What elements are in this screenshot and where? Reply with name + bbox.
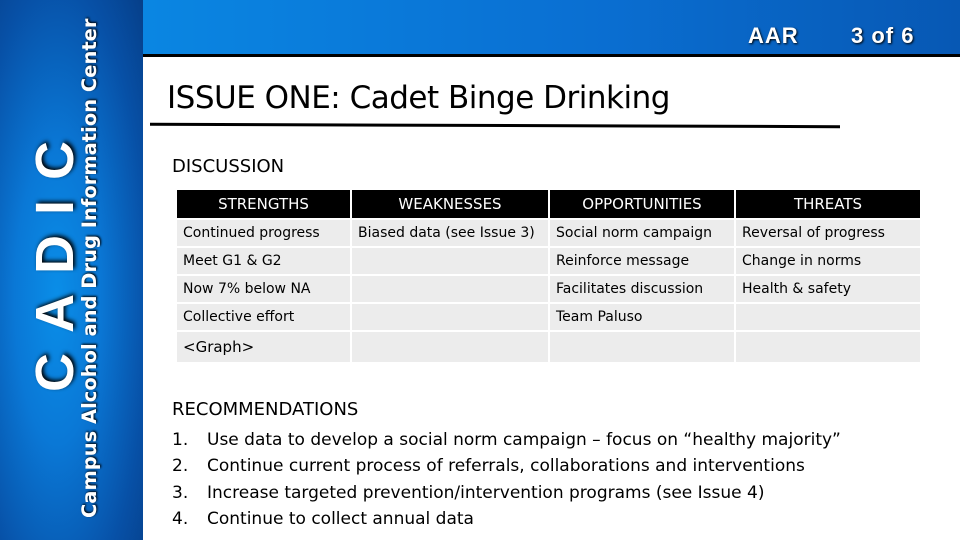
table-cell: Collective effort: [177, 304, 350, 330]
list-item-text: Use data to develop a social norm campaign – focus on “healthy majority”: [207, 430, 841, 450]
table-cell: Health & safety: [736, 276, 920, 302]
list-item-number: 2.: [172, 456, 189, 477]
sidebar-subtitle: Campus Alcohol and Drug Information Center: [78, 18, 101, 518]
table-cell: [736, 332, 920, 362]
cadic-logo: CADIC: [25, 121, 85, 392]
column-header-strengths: STRENGTHS: [177, 190, 350, 218]
recommendations-heading: RECOMMENDATIONS: [172, 399, 359, 420]
list-item: [172, 427, 841, 453]
table-cell: Social norm campaign: [550, 220, 734, 246]
list-item-text: Continue current process of referrals, collaborations and interventions: [207, 456, 805, 477]
column-header-opportunities: OPPORTUNITIES: [550, 190, 734, 218]
table-cell: [352, 276, 548, 302]
table-cell: Team Paluso: [550, 304, 734, 330]
table-cell: Change in norms: [736, 248, 920, 274]
table-row: [177, 332, 920, 362]
list-item: [172, 453, 841, 479]
list-item-text: Increase targeted prevention/intervention programs (see Issue 4): [207, 482, 765, 503]
list-item-number: 4.: [172, 508, 189, 529]
table-cell: [352, 332, 548, 362]
column-header-weaknesses: WEAKNESSES: [352, 190, 548, 218]
slide-page-indicator: 3 of 6: [851, 23, 915, 48]
table-row: [177, 248, 920, 274]
table-cell: [352, 248, 548, 274]
slide-title: ISSUE ONE: Cadet Binge Drinking: [167, 80, 670, 116]
list-item: [172, 506, 841, 532]
table-cell: Biased data (see Issue 3): [352, 220, 548, 246]
swot-table: [175, 188, 922, 364]
recommendations-list: [172, 427, 841, 532]
list-item-text: Continue to collect annual data: [207, 508, 474, 529]
list-item: [172, 480, 841, 506]
table-cell: [550, 332, 734, 362]
discussion-heading: DISCUSSION: [172, 156, 285, 177]
table-row: [177, 220, 920, 246]
table-cell: [352, 304, 548, 330]
table-cell: Reversal of progress: [736, 220, 920, 246]
table-cell: [736, 304, 920, 330]
graph-placeholder-cell: <Graph>: [177, 332, 350, 362]
table-cell: Continued progress: [177, 220, 350, 246]
table-cell: Reinforce message: [550, 248, 734, 274]
header-bar: [143, 0, 960, 54]
header-divider: [143, 54, 960, 57]
table-cell: Now 7% below NA: [177, 276, 350, 302]
table-row: [177, 304, 920, 330]
list-item-number: 3.: [172, 482, 189, 503]
table-cell: Meet G1 & G2: [177, 248, 350, 274]
title-underline: [150, 123, 840, 128]
header-aar-label: AAR: [748, 23, 799, 48]
sidebar-vertical-text: [0, 0, 143, 540]
table-cell: Facilitates discussion: [550, 276, 734, 302]
sidebar-band: [0, 0, 143, 540]
table-row: [177, 276, 920, 302]
swot-header-row: [177, 190, 920, 218]
column-header-threats: THREATS: [736, 190, 920, 218]
list-item-number: 1.: [172, 430, 189, 450]
